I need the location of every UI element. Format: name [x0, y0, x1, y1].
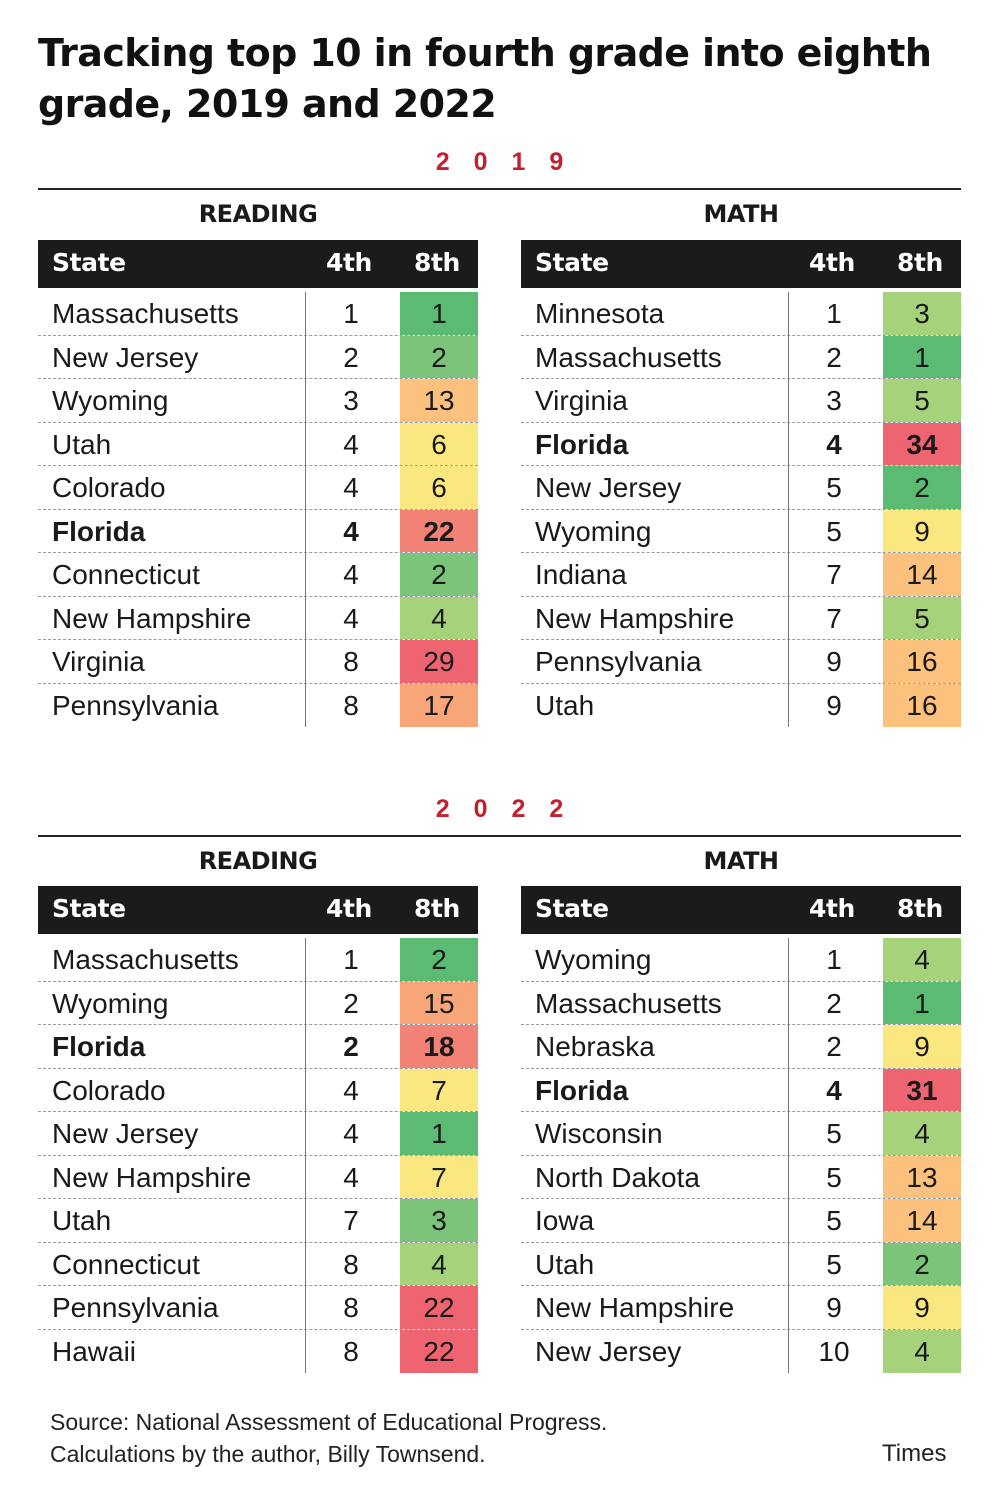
- table-row: [521, 336, 961, 380]
- table-row: [38, 336, 478, 380]
- state-cell: New Jersey: [535, 472, 682, 503]
- table-row: [521, 292, 961, 336]
- column-header-4th: 4th: [809, 894, 855, 923]
- eighth-grade-rank-cell: 6: [400, 423, 478, 466]
- column-divider: [788, 292, 789, 727]
- year-heading-2019: 2019: [435, 148, 588, 176]
- state-cell: Indiana: [535, 559, 627, 590]
- fourth-grade-rank-cell: 2: [343, 1031, 359, 1062]
- state-cell: New Hampshire: [52, 602, 252, 634]
- eighth-grade-rank-cell: 5: [883, 597, 961, 640]
- eighth-grade-rank-cell: 6: [400, 466, 478, 509]
- table-row: [521, 938, 961, 982]
- state-cell: Nebraska: [535, 1031, 655, 1062]
- table-row: [38, 292, 478, 336]
- math-subhead-2022: MATH: [703, 847, 779, 875]
- fourth-grade-rank-cell: 4: [343, 1118, 359, 1149]
- state-cell: Florida: [52, 515, 146, 547]
- table-row: [521, 597, 961, 641]
- eighth-grade-rank-cell: 7: [400, 1069, 478, 1112]
- eighth-grade-rank-cell: 4: [883, 1112, 961, 1155]
- state-cell: Pennsylvania: [535, 646, 702, 677]
- table-row: [521, 1199, 961, 1243]
- eighth-grade-rank-cell: 1: [400, 292, 478, 335]
- column-divider: [305, 938, 306, 1373]
- table-row: [521, 684, 961, 728]
- fourth-grade-rank-cell: 2: [826, 1031, 842, 1062]
- table-row: [521, 1156, 961, 1200]
- fourth-grade-rank-cell: 4: [343, 515, 359, 547]
- fourth-grade-rank-cell: 1: [826, 944, 842, 975]
- source-line: Source: National Assessment of Educational Progress.: [50, 1409, 608, 1435]
- state-cell: Colorado: [52, 472, 166, 503]
- table-row: [38, 1069, 478, 1113]
- eighth-grade-rank-cell: 4: [883, 1330, 961, 1374]
- state-cell: Massachusetts: [52, 298, 239, 329]
- state-cell: Connecticut: [52, 1248, 200, 1280]
- eighth-grade-rank-cell: 7: [400, 1156, 478, 1199]
- eighth-grade-rank-cell: 16: [883, 684, 961, 728]
- source-line: Calculations by the author, Billy Townsend.: [50, 1441, 486, 1467]
- eighth-grade-rank-cell: 3: [400, 1199, 478, 1242]
- eighth-grade-rank-cell: 2: [883, 466, 961, 509]
- table-row: [521, 982, 961, 1026]
- table-row: [521, 1286, 961, 1330]
- fourth-grade-rank-cell: 5: [826, 515, 842, 547]
- state-cell: Utah: [52, 428, 112, 460]
- fourth-grade-rank-cell: 2: [826, 341, 842, 373]
- state-cell: Wyoming: [52, 385, 169, 416]
- fourth-grade-rank-cell: 5: [826, 1205, 842, 1236]
- state-cell: Florida: [535, 1074, 629, 1106]
- state-cell: Wyoming: [535, 515, 652, 547]
- fourth-grade-rank-cell: 9: [826, 1292, 842, 1323]
- eighth-grade-rank-cell: 29: [400, 640, 478, 683]
- fourth-grade-rank-cell: 1: [343, 298, 359, 329]
- source-note: [50, 1406, 607, 1470]
- divider: [38, 835, 961, 837]
- column-header-4th: 4th: [326, 894, 372, 923]
- column-header-8th: 8th: [897, 894, 943, 923]
- table-body: [521, 292, 961, 727]
- fourth-grade-rank-cell: 9: [826, 646, 842, 677]
- table-header: [38, 886, 478, 934]
- fourth-grade-rank-cell: 4: [826, 1074, 842, 1106]
- state-cell: Wyoming: [52, 987, 169, 1019]
- reading-table-2022: [38, 886, 478, 1373]
- state-cell: Hawaii: [52, 1335, 137, 1367]
- table-row: [521, 1112, 961, 1156]
- state-cell: Utah: [52, 1205, 112, 1236]
- table-body: [38, 938, 478, 1373]
- table-header: [521, 240, 961, 288]
- table-row: [38, 982, 478, 1026]
- state-cell: Pennsylvania: [52, 689, 219, 721]
- table-row: [38, 1243, 478, 1287]
- table-row: [521, 379, 961, 423]
- eighth-grade-rank-cell: 4: [400, 597, 478, 640]
- table-row: [38, 1199, 478, 1243]
- table-row: [521, 423, 961, 467]
- fourth-grade-rank-cell: 8: [343, 1292, 359, 1323]
- reading-subhead-2022: READING: [198, 847, 318, 875]
- eighth-grade-rank-cell: 2: [883, 1243, 961, 1286]
- state-cell: Florida: [52, 1031, 146, 1062]
- state-cell: Virginia: [52, 646, 145, 677]
- fourth-grade-rank-cell: 4: [343, 472, 359, 503]
- eighth-grade-rank-cell: 1: [400, 1112, 478, 1155]
- table-row: [38, 640, 478, 684]
- table-row: [521, 1330, 961, 1374]
- fourth-grade-rank-cell: 8: [343, 646, 359, 677]
- math-subhead-2019: MATH: [703, 200, 779, 228]
- eighth-grade-rank-cell: 22: [400, 510, 478, 553]
- column-header-4th: 4th: [326, 248, 372, 277]
- column-divider: [788, 938, 789, 1373]
- fourth-grade-rank-cell: 4: [343, 559, 359, 590]
- state-cell: North Dakota: [535, 1161, 700, 1193]
- eighth-grade-rank-cell: 2: [400, 336, 478, 379]
- eighth-grade-rank-cell: 13: [883, 1156, 961, 1199]
- year-heading-2022: 2022: [435, 795, 588, 823]
- table-row: [38, 423, 478, 467]
- state-cell: Wyoming: [535, 944, 652, 975]
- eighth-grade-rank-cell: 4: [400, 1243, 478, 1286]
- table-row: [38, 1156, 478, 1200]
- table-row: [521, 1025, 961, 1069]
- fourth-grade-rank-cell: 8: [343, 689, 359, 721]
- fourth-grade-rank-cell: 7: [343, 1205, 359, 1236]
- state-cell: New Jersey: [535, 1335, 682, 1367]
- eighth-grade-rank-cell: 4: [883, 938, 961, 981]
- eighth-grade-rank-cell: 13: [400, 379, 478, 422]
- table-header: [38, 240, 478, 288]
- state-cell: Utah: [535, 689, 595, 721]
- math-table-2022: [521, 886, 961, 1373]
- state-cell: Massachusetts: [52, 944, 239, 975]
- eighth-grade-rank-cell: 14: [883, 1199, 961, 1242]
- table-row: [521, 640, 961, 684]
- divider: [38, 188, 961, 190]
- fourth-grade-rank-cell: 3: [826, 385, 842, 416]
- eighth-grade-rank-cell: 9: [883, 1025, 961, 1068]
- state-cell: Wisconsin: [535, 1118, 663, 1149]
- state-cell: Virginia: [535, 385, 628, 416]
- state-cell: New Hampshire: [535, 1292, 735, 1323]
- eighth-grade-rank-cell: 14: [883, 553, 961, 596]
- eighth-grade-rank-cell: 18: [400, 1025, 478, 1068]
- eighth-grade-rank-cell: 1: [883, 982, 961, 1025]
- column-header-8th: 8th: [897, 248, 943, 277]
- eighth-grade-rank-cell: 2: [400, 553, 478, 596]
- column-header-4th: 4th: [809, 248, 855, 277]
- reading-table-2019: [38, 240, 478, 727]
- state-cell: Iowa: [535, 1205, 595, 1236]
- column-header-8th: 8th: [414, 248, 460, 277]
- fourth-grade-rank-cell: 3: [343, 385, 359, 416]
- eighth-grade-rank-cell: 31: [883, 1069, 961, 1112]
- state-cell: Florida: [535, 428, 629, 460]
- fourth-grade-rank-cell: 1: [826, 298, 842, 329]
- fourth-grade-rank-cell: 2: [826, 987, 842, 1019]
- fourth-grade-rank-cell: 4: [343, 428, 359, 460]
- state-cell: New Hampshire: [535, 602, 735, 634]
- table-row: [521, 1069, 961, 1113]
- state-cell: Pennsylvania: [52, 1292, 219, 1323]
- fourth-grade-rank-cell: 7: [826, 559, 842, 590]
- eighth-grade-rank-cell: 9: [883, 510, 961, 553]
- table-row: [521, 1243, 961, 1287]
- table-row: [38, 1286, 478, 1330]
- fourth-grade-rank-cell: 2: [343, 341, 359, 373]
- state-cell: Minnesota: [535, 298, 665, 329]
- table-row: [38, 684, 478, 728]
- eighth-grade-rank-cell: 1: [883, 336, 961, 379]
- eighth-grade-rank-cell: 16: [883, 640, 961, 683]
- eighth-grade-rank-cell: 5: [883, 379, 961, 422]
- state-cell: Massachusetts: [535, 341, 722, 373]
- eighth-grade-rank-cell: 2: [400, 938, 478, 981]
- fourth-grade-rank-cell: 7: [826, 602, 842, 634]
- fourth-grade-rank-cell: 1: [343, 944, 359, 975]
- fourth-grade-rank-cell: 10: [818, 1335, 850, 1367]
- eighth-grade-rank-cell: 15: [400, 982, 478, 1025]
- table-body: [521, 938, 961, 1373]
- table-row: [38, 510, 478, 554]
- credit-label: Times: [882, 1440, 947, 1467]
- table-header: [521, 886, 961, 934]
- state-cell: New Hampshire: [52, 1161, 252, 1193]
- table-row: [521, 553, 961, 597]
- eighth-grade-rank-cell: 3: [883, 292, 961, 335]
- eighth-grade-rank-cell: 9: [883, 1286, 961, 1329]
- state-cell: Colorado: [52, 1074, 166, 1106]
- state-cell: New Jersey: [52, 1118, 199, 1149]
- table-row: [521, 510, 961, 554]
- column-header-state: State: [52, 894, 126, 923]
- eighth-grade-rank-cell: 17: [400, 684, 478, 728]
- table-body: [38, 292, 478, 727]
- table-row: [38, 1112, 478, 1156]
- fourth-grade-rank-cell: 9: [826, 689, 842, 721]
- eighth-grade-rank-cell: 22: [400, 1330, 478, 1374]
- eighth-grade-rank-cell: 22: [400, 1286, 478, 1329]
- fourth-grade-rank-cell: 5: [826, 1248, 842, 1280]
- column-divider: [305, 292, 306, 727]
- math-table-2019: [521, 240, 961, 727]
- fourth-grade-rank-cell: 4: [826, 428, 842, 460]
- eighth-grade-rank-cell: 34: [883, 423, 961, 466]
- fourth-grade-rank-cell: 4: [343, 1161, 359, 1193]
- state-cell: Massachusetts: [535, 987, 722, 1019]
- table-row: [38, 597, 478, 641]
- fourth-grade-rank-cell: 4: [343, 1074, 359, 1106]
- column-header-8th: 8th: [414, 894, 460, 923]
- table-row: [38, 466, 478, 510]
- table-row: [38, 1330, 478, 1374]
- fourth-grade-rank-cell: 5: [826, 1161, 842, 1193]
- fourth-grade-rank-cell: 5: [826, 472, 842, 503]
- reading-subhead-2019: READING: [198, 200, 318, 228]
- column-header-state: State: [535, 248, 609, 277]
- fourth-grade-rank-cell: 2: [343, 987, 359, 1019]
- table-row: [38, 938, 478, 982]
- fourth-grade-rank-cell: 4: [343, 602, 359, 634]
- table-row: [38, 1025, 478, 1069]
- page-title: Tracking top 10 in fourth grade into eighth grade, 2019 and 2022: [38, 31, 932, 126]
- column-header-state: State: [535, 894, 609, 923]
- state-cell: Utah: [535, 1248, 595, 1280]
- table-row: [521, 466, 961, 510]
- fourth-grade-rank-cell: 8: [343, 1248, 359, 1280]
- state-cell: New Jersey: [52, 341, 199, 373]
- table-row: [38, 379, 478, 423]
- fourth-grade-rank-cell: 8: [343, 1335, 359, 1367]
- column-header-state: State: [52, 248, 126, 277]
- state-cell: Connecticut: [52, 559, 200, 590]
- fourth-grade-rank-cell: 5: [826, 1118, 842, 1149]
- table-row: [38, 553, 478, 597]
